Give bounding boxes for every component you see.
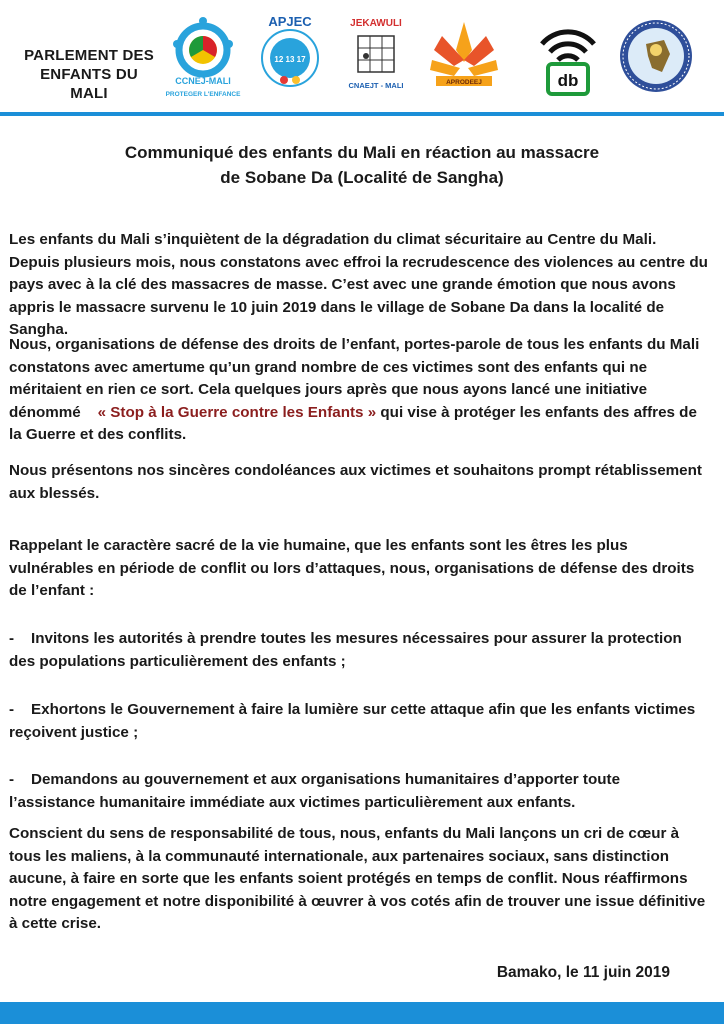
paragraph-1: Les enfants du Mali s’inquiètent de la dégradation du climat sécuritaire au Centre du Mali. Depuis plusieurs mois, nous constatons avec effroi la recrudescence des violences au centre du pays avec à la clé des massacres de masse. C’est avec une grande émotion que nous avons appris le massacre survenu le 10 juin 2019 dans le village de Sobane Da dans la localité de Sangha. bbox=[9, 231, 708, 339]
paragraph-2-end: qui vise à protéger les enfants des affres de la Guerre et des conflits. bbox=[9, 403, 697, 444]
header-divider bbox=[0, 112, 724, 116]
title-line1: Communiqué des enfants du Mali en réaction au massacre bbox=[124, 143, 600, 162]
footer-bar bbox=[0, 1002, 724, 1024]
title-line2: de Sobane Da (Localité de Sangha) bbox=[220, 168, 504, 187]
jekawuli-text: JEKAWULI bbox=[350, 18, 402, 29]
aprodeej-logo bbox=[424, 10, 504, 98]
db-logo bbox=[528, 10, 608, 98]
org-name-line1: PARLEMENT DES bbox=[24, 47, 154, 64]
paragraph-2-start: Nous, organisations de défense des droits de l’enfant, portes-parole de tous les enfants du Mali constatons avec amertume qu’un grand nombre de ces victimes sont des enfants qui ne méritaient en rien ce sort. Cela quelques jours après que nous ayons lancé une initiative dénommé bbox=[9, 336, 700, 421]
list-item bbox=[9, 699, 709, 744]
letterhead bbox=[0, 0, 724, 112]
bullet-1-text: Invitons les autorités à prendre toutes les mesures nécessaires pour assurer la protection des populations particulièrement des enfants ; bbox=[9, 630, 682, 670]
jekawuli-logo bbox=[336, 10, 416, 98]
bullet-dash: - bbox=[9, 701, 15, 718]
paragraph-4: Rappelant le caractère sacré de la vie humaine, que les enfants sont les êtres les plus vulnérables en période de conflit ou lors d’attaques, nous, organisations de défense des droits de l’enfant : bbox=[9, 537, 695, 600]
jekawuli-subtext: CNAEJT - MALI bbox=[348, 81, 404, 90]
bullet-dash: - bbox=[9, 771, 15, 788]
bullet-2-text: Exhortons le Gouvernement à faire la lumière sur cette attaque afin que les enfants victimes reçoivent justice ; bbox=[9, 701, 696, 741]
ccnej-mali-logo bbox=[163, 10, 243, 98]
ccnej-mali-subtext: PROTEGER L'ENFANCE bbox=[165, 91, 241, 98]
list-item bbox=[9, 628, 709, 673]
list-item bbox=[9, 769, 709, 814]
bullet-dash: - bbox=[9, 630, 15, 647]
apjec-text: APJEC bbox=[268, 14, 312, 29]
paragraph-2 bbox=[9, 334, 709, 447]
aprodeej-text: APRODEEJ bbox=[446, 79, 482, 86]
bullet-3-text: Demandons au gouvernement et aux organisations humanitaires d’apporter toute l’assistance humanitaire immédiate aux victimes particulièrement aux enfants. bbox=[9, 771, 621, 811]
paragraph-3: Nous présentons nos sincères condoléances aux victimes et souhaitons prompt rétablissement aux blessés. bbox=[9, 462, 702, 502]
signature-date: Bamako, le 11 juin 2019 bbox=[496, 964, 670, 981]
org-name-line2: ENFANTS DU MALI bbox=[40, 66, 138, 102]
organisation-seal-logo bbox=[616, 10, 696, 98]
campaign-name: « Stop à la Guerre contre les Enfants » bbox=[97, 403, 377, 421]
paragraph-5: Conscient du sens de responsabilité de tous, nous, enfants du Mali lançons un cri de cœur à tous les maliens, à la communauté internationale, aux partenaires sociaux, sans distinction aucune, à faire en sorte que les enfants soient protégés en temps de conflit. Nous réaffirmons notre engagement et notre disponibilité à œuvrer à vos cotés afin de trouver une issue définitive à cette crise. bbox=[9, 825, 706, 933]
db-text: db bbox=[557, 71, 579, 90]
apjec-logo bbox=[250, 10, 330, 98]
org-name bbox=[24, 46, 154, 103]
ccnej-mali-text: CCNEJ-MALI bbox=[175, 76, 231, 86]
page-title bbox=[70, 140, 654, 190]
apjec-numbers: 12 13 17 bbox=[274, 55, 306, 64]
